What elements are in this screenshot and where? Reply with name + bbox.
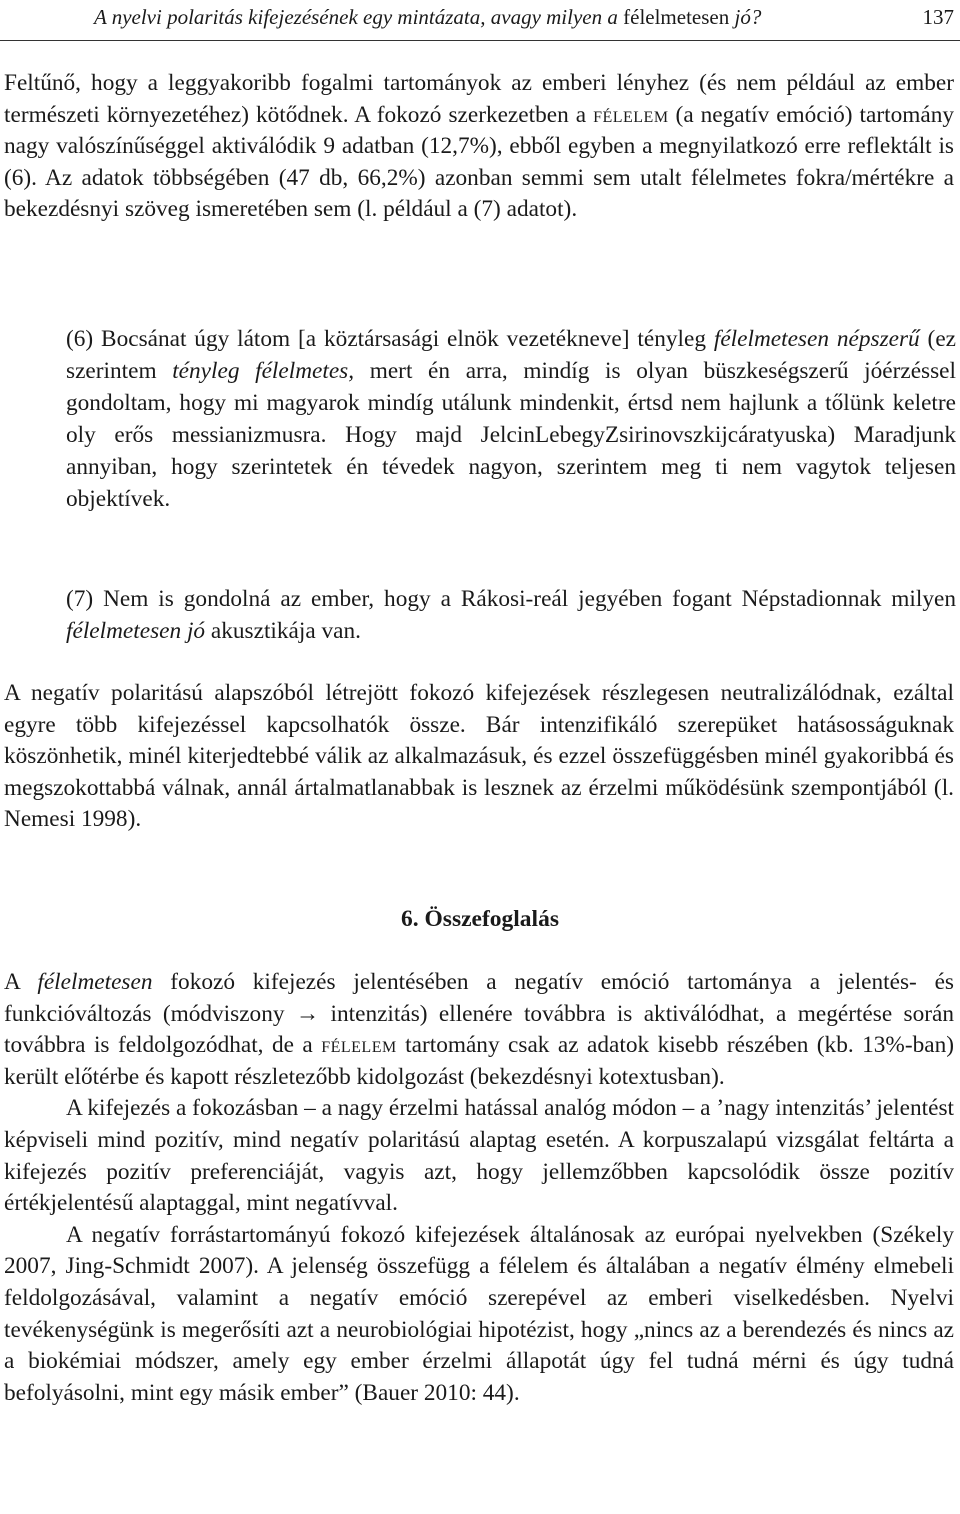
paragraph-3-text-c: tartomány csak az adatok kisebb részében (kb. 13%-ban) került előtérbe és kapott részletezőbb kidolgozást (bekezdésnyi kotextusban).: [4, 1032, 954, 1090]
paragraph-2: [4, 678, 954, 836]
running-head-title-part: A nyelvi polaritás kifejezésének egy mintázata, avagy milyen a: [94, 5, 624, 29]
example-6-text-b: (ez szerintem: [66, 326, 956, 384]
example-6: [66, 323, 956, 515]
example-7-italic: félelmetesen jó: [66, 618, 206, 644]
running-head-title-end: jó?: [729, 5, 762, 29]
running-head: [0, 0, 960, 41]
paragraph-1-smallcaps-term: félelem: [593, 101, 669, 128]
paragraph-5-text: A negatív forrástartományú fokozó kifejezések általánosak az európai nyelvekben (Székely 2007, Jing-Schmidt 2007). A jelenség összefügg a félelem és általában a negatív élmény elmebeli feldolgozásával, valamint a negatív emóció szerepével az emberi viselkedésben. Nyelvi tevékenységünk is megerősíti azt a neurobiológiai hipotézist, hogy „nincs az a berendezés és nincs az a biokémiai módszer, amely egy ember érzelmi állapotát úgy fel tudná mérni és úgy tudná befolyásolni, mint egy másik ember” (Bauer 2010: 44).: [4, 1221, 954, 1406]
running-head-title: [94, 2, 761, 32]
example-7-text-a: (7) Nem is gondolná az ember, hogy a Rákosi-reál jegyében fogant Népstadionnak milyen: [66, 586, 956, 612]
paragraph-1: [4, 68, 954, 226]
paragraph-1-text-a: Feltűnő, hogy a leggyakoribb fogalmi tartományok az emberi lényhez (és nem például az ember természeti környezetéhez) kötődnek. A fokozó szerkezetben a: [4, 70, 954, 128]
example-6-text-c: mert én arra, mindíg is olyan büszkeségszerű jóérzéssel gondoltam, hogy mi magyarok mindíg utálunk mindenkit, értsd nem hajlunk a tőlünk keletre oly erős messianizmusra. Hogy majd JelcinLebegyZsirinovszkijcáratyuska) Maradjunk annyiban, hogy szerintetek én tévedek nagyon, szerintem meg ti nem vagytok teljesen objektívek.: [66, 358, 956, 512]
example-6-italic-b: tényleg félelmetes,: [172, 358, 355, 384]
running-head-title-upright: félelmetesen: [623, 5, 730, 29]
paragraph-3-smallcaps-term: félelem: [321, 1032, 397, 1059]
paragraph-3-italic: félelmetesen: [37, 969, 153, 995]
paragraph-2-text: A negatív polaritású alapszóból létrejött fokozó kifejezések részlegesen neutralizálódnak, ezáltal egyre több kifejezéssel kapcsolhatók össze. Bár intenzifikáló szerepüket hatásosságuknak köszönhetik, minél kiterjedtebbé válik az alkalmazásuk, és ezzel összefüggésben minél gyakoribbá és megszokottabbá válnak, annál ártalmatlanabbak is lesznek az érzelmi működésünk szempontjából (l. Nemesi 1998).: [4, 680, 954, 833]
page-number: 137: [922, 5, 954, 29]
paragraph-3-text-b: fokozó kifejezés jelentésében a negatív emóció tartománya a jelentés- és funkcióváltozás (módviszony → intenzitás) ellenére továbbra is aktiválódhat, a megértése során továbbra is feldolgozódhat, de a: [4, 969, 954, 1059]
example-6-text-a: (6) Bocsánat úgy látom [a köztársasági elnök vezetékneve] tényleg: [66, 326, 714, 352]
example-6-italic-a: félelmetesen népszerű: [713, 326, 920, 352]
paragraph-1-text-b: (a negatív emóció) tartomány nagy valószínűséggel aktiválódik 9 adatban (12,7%), ebből egyben a megnyilatkozó erre reflektált is (6). Az adatok többségében (47 db, 66,2%) azonban semmi sem utalt félelmetes fokra/mértékre a bekezdésnyi szöveg ismeretében sem (l. például a (7) adatot).: [4, 101, 954, 223]
paragraph-3-text-a: A: [4, 969, 38, 995]
paragraph-3: [4, 967, 954, 1409]
example-7-text-b: akusztikája van.: [205, 618, 361, 644]
section-heading: 6. Összefoglalás: [401, 906, 559, 932]
example-7: [66, 583, 956, 647]
paragraph-4-text: A kifejezés a fokozásban – a nagy érzelmi hatással analóg módon – a ’nagy intenzitás’ jelentést képviseli mind pozitív, mind negatív polaritású alaptag esetén. A korpuszalapú vizsgálat feltárta a kifejezés pozitív preferenciáját, vagyis azt, hogy jellemzőbben kapcsolódik össze pozitív értékjelentésű alaptaggal, mint negatívval.: [4, 1095, 954, 1217]
